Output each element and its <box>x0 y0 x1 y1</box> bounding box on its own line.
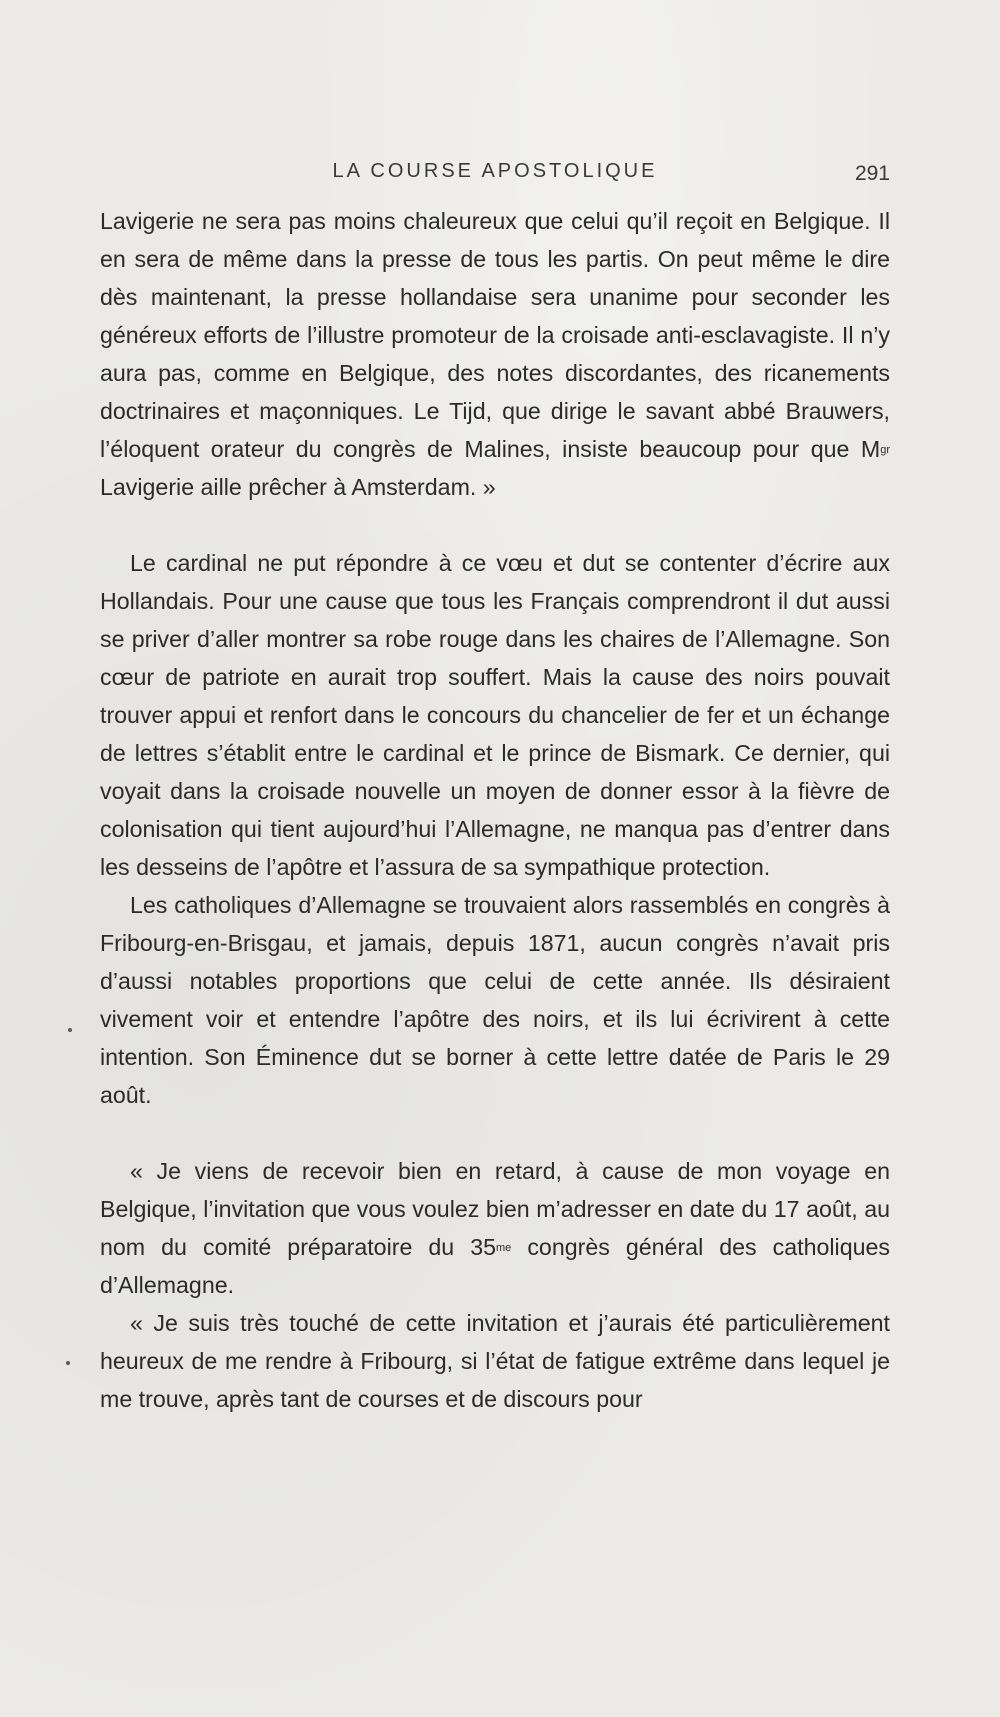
paragraph-letter-continued: « Je suis très touché de cette invitation et j’aurais été particulièrement heureux de me rendre à Fribourg, si l’état de fatigue extrême dans lequel je me trouve, après tant de courses et de discours pour <box>100 1310 890 1412</box>
margin-speck <box>66 1361 70 1365</box>
page-number: 291 <box>854 162 890 185</box>
paragraph-text: « Je viens de recevoir bien en retard, à cause de mon voyage en Belgique, l’invitation que vous voulez bien m’adresser en date du 17 août, au nom du comité préparatoire du 35 <box>100 1158 890 1260</box>
body-text <box>100 202 890 1418</box>
paragraph-text: Lavigerie aille prêcher à Amsterdam. » <box>100 474 496 500</box>
running-title: LA COURSE APOSTOLIQUE <box>332 160 658 182</box>
superscript-ordinal: me <box>496 1242 512 1255</box>
superscript-abbreviation: gr <box>880 444 890 457</box>
page-header <box>100 160 890 190</box>
paragraph-text: congrès général des catholiques d’Allemagne. <box>100 1234 890 1298</box>
paragraph-cardinal: Le cardinal ne put répondre à ce vœu et dut se contenter d’écrire aux Hollandais. Pour une cause que tous les Français comprendront il dut aussi se priver d’aller montrer sa robe rouge dans les chaires de l’Allemagne. Son cœur de patriote en aurait trop souffert. Mais la cause des noirs pouvait trouver appui et renfort dans le concours du chancelier de fer et un échange de lettres s’établit entre le cardinal et le prince de Bismark. Ce dernier, qui voyait dans la croisade nouvelle un moyen de donner essor à la fièvre de colonisation qui tient aujourd’hui l’Allemagne, ne manqua pas d’entrer dans les desseins de l’apôtre et l’assura de sa sympathique protection. <box>100 550 890 880</box>
paragraph-letter-opening <box>100 1152 890 1304</box>
paragraph-catholics: Les catholiques d’Allemagne se trouvaient alors rassemblés en congrès à Fribourg-en-Brisgau, et jamais, depuis 1871, aucun congrès n’avait pris d’aussi notables proportions que celui de cette année. Ils désiraient vivement voir et entendre l’apôtre des noirs, et ils lui écrivirent à cette intention. Son Éminence dut se borner à cette lettre datée de Paris le 29 août. <box>100 892 890 1108</box>
margin-speck <box>68 1028 72 1032</box>
paragraph-text: Lavigerie ne sera pas moins chaleureux que celui qu’il reçoit en Belgique. Il en sera de même dans la presse de tous les partis. On peut même le dire dès maintenant, la presse hollandaise sera unanime pour seconder les généreux efforts de l’illustre promoteur de la croisade anti-esclavagiste. Il n’y aura pas, comme en Belgique, des notes discordantes, des ricanements doctrinaires et maçonniques. Le Tijd, que dirige le savant abbé Brauwers, l’éloquent orateur du congrès de Malines, insiste beaucoup pour que M <box>100 208 890 462</box>
paragraph-continued-quote <box>100 202 890 506</box>
